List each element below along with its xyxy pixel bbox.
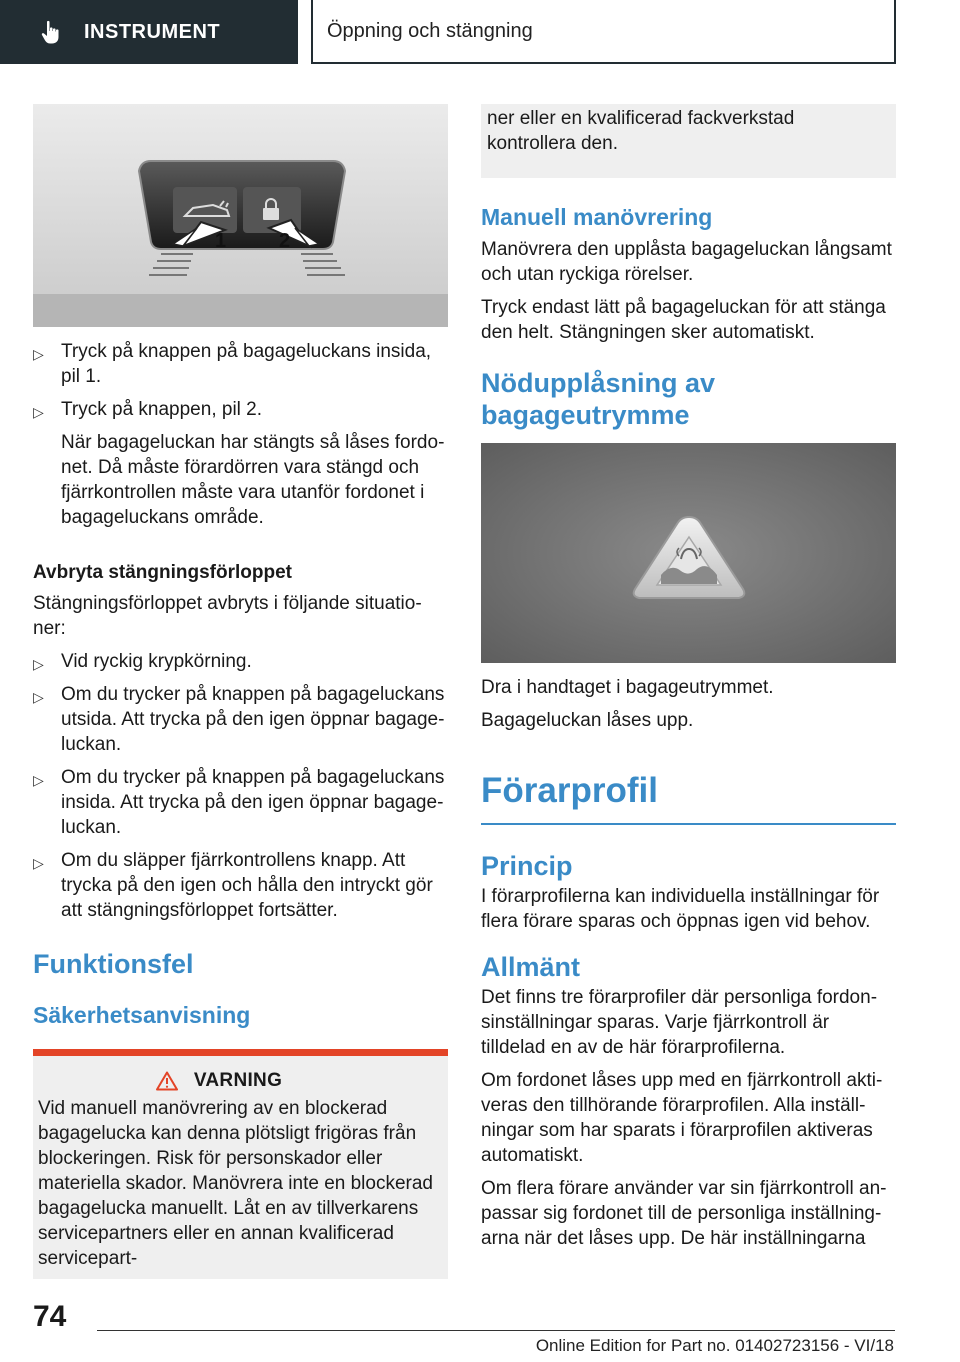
triangle-bullet-icon: ▷ [33,404,44,420]
list-item [33,649,448,674]
profile-heading-rule [481,823,896,825]
warning-header [0,1070,440,1092]
principle-heading: Princip [481,851,573,881]
triangle-bullet-icon: ▷ [33,772,44,788]
step-note: När bagageluckan har stängts så låses fordonet. Då måste förardörren vara stängd och fjärrkontrollen måste vara utanför fordonet i bagageluckans område. [61,432,445,528]
arrow-2-label: 2 [279,230,291,252]
triangle-bullet-icon: ▷ [33,346,44,362]
emergency-release-illustration [481,443,896,663]
emergency-release-figure [481,443,896,663]
list-item [33,848,448,923]
warning-continuation-box [481,104,896,178]
general-paragraph-2: Om fordonet låses upp med en fjärrkontroll aktiveras den tillhörande förarprofilen. Alla inställningar som har sparats i förarprofilen aktiveras automatiskt. [481,1070,883,1166]
abort-intro: Stängningsförloppet avbryts i följande situationer: [33,593,422,639]
manual-heading: Manuell manövrering [481,204,713,230]
step-item [33,339,448,389]
list-item [33,682,448,757]
tailgate-buttons-figure [33,104,448,327]
warning-text: Vid manuell manövrering av en blockerad bagagelucka kan denna plötsligt frigöras från blockeringen. Risk för personskador eller materiella skador. Manövrera inte en blockerad bagagelucka manuellt. Låt en av tillverkarens servicepartners eller en annan kvalificerad servicepart- [38,1098,433,1269]
emergency-paragraph-2: Bagageluckan låses upp. [481,710,694,731]
profile-heading: Förarprofil [481,771,658,810]
footer-divider [97,1330,895,1331]
list-item-text: Vid ryckig krypkörning. [61,651,252,672]
emergency-paragraph-1: Dra i handtaget i bagageutrymmet. [481,677,774,698]
principle-paragraph: I förarprofilerna kan individuella inställningar för flera förare sparas och öppnas igen vid behov. [481,886,880,932]
manual-paragraph-1: Manövrera den upplåsta bagageluckan långsamt och utan ryckiga rörelser. [481,239,892,285]
triangle-bullet-icon: ▷ [33,855,44,871]
abort-heading: Avbryta stängningsförloppet [33,562,292,583]
section-tab [0,0,298,64]
warning-triangle-icon [156,1071,178,1091]
general-paragraph-1: Det finns tre förarprofiler där personliga fordonsinställningar sparas. Varje fjärrkontroll är tilldelad en av de här förarprofilerna. [481,987,878,1058]
malfunction-heading: Funktionsfel [33,949,194,979]
page-number: 74 [33,1300,67,1333]
edition-text: Online Edition for Part no. 01402723156 - VI/18 [535,1336,894,1355]
warning-title: VARNING [193,1070,283,1091]
general-heading: Allmänt [481,952,581,982]
warning-continuation-text: ner eller en kvalificerad fackverkstad kontrollera den. [487,108,795,154]
left-column [33,104,448,1279]
list-item [33,765,448,840]
list-item-text: Om du trycker på knappen på bagageluckans utsida. Att trycka på den igen öppnar bagageluckan. [61,684,445,755]
emergency-heading: Nödupplåsning av bagageutrymme [481,368,716,430]
step-text: Tryck på knappen, pil 2. [61,399,263,420]
right-column [481,104,896,1251]
hand-pointer-icon [38,19,64,45]
section-title: INSTRUMENT [84,20,221,43]
tailgate-buttons-illustration [33,104,448,327]
list-item-text: Om du trycker på knappen på bagageluckans insida. Att trycka på den igen öppnar bagageluckan. [61,767,445,838]
abort-list [33,649,448,923]
chapter-tab [311,0,896,64]
manual-paragraph-2: Tryck endast lätt på bagageluckan för att stänga den helt. Stängningen sker automatiskt. [481,297,886,343]
arrow-1-label: 1 [215,230,227,252]
step-text: Tryck på knappen på bagageluckans insida, pil 1. [61,341,432,387]
step-item [33,397,448,422]
general-paragraph-3: Om flera förare använder var sin fjärrkontroll anpassar sig fordonet till de personliga inställningarna när det låses upp. De här inställningarna [481,1178,887,1249]
chapter-title: Öppning och stängning [327,19,533,42]
triangle-bullet-icon: ▷ [33,656,44,672]
triangle-bullet-icon: ▷ [33,689,44,705]
safety-heading: Säkerhetsanvisning [33,1002,251,1028]
list-item-text: Om du släpper fjärrkontrollens knapp. Att trycka på den igen och hålla den intryckt gör att stängningsförloppet fortsätter. [61,850,433,921]
warning-box [33,1049,448,1279]
